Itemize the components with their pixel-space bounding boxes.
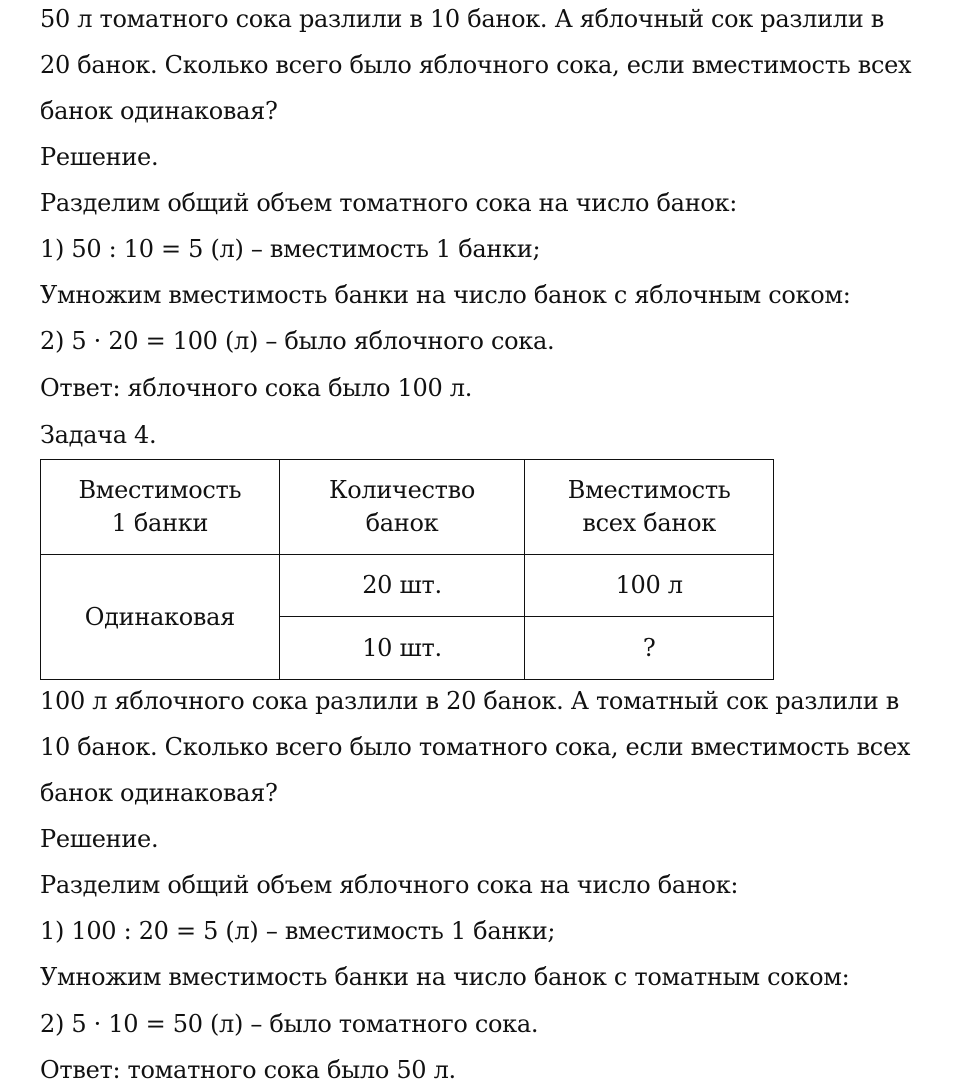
table-cell-total: 100 л [525, 555, 774, 617]
table-header-cell: Количество банок [279, 460, 525, 555]
table-cell-total: ? [525, 617, 774, 680]
solution-heading: Решение. [40, 143, 159, 171]
solution-step-text: Умножим вместимость банки на число банок с яблочным соком: [40, 281, 851, 309]
answer-line: Ответ: яблочного сока было 100 л. [40, 374, 473, 402]
solution-step-text: Умножим вместимость банки на число банок с томатным соком: [40, 963, 850, 991]
solution-step-text: Разделим общий объем яблочного сока на число банок: [40, 871, 739, 899]
table-cell-count: 10 шт. [279, 617, 525, 680]
table-header-cell: Вместимость всех банок [525, 460, 774, 555]
solution-step-formula: 1) 50 : 10 = 5 (л) – вместимость 1 банки; [40, 235, 541, 263]
table-header-row [41, 460, 774, 555]
problem-text-line: 50 л томатного сока разлили в 10 банок. А яблочный сок разлили в [40, 5, 884, 33]
table-cell-count: 20 шт. [279, 555, 525, 617]
solution-step-formula: 1) 100 : 20 = 5 (л) – вместимость 1 банки; [40, 917, 556, 945]
table-merged-cell: Одинаковая [41, 555, 280, 680]
solution-step-formula: 2) 5 · 10 = 50 (л) – было томатного сока. [40, 1010, 539, 1038]
solution-step-text: Разделим общий объем томатного сока на число банок: [40, 189, 738, 217]
problem-text-line: 10 банок. Сколько всего было томатного сока, если вместимость всех [40, 733, 911, 761]
problem-text-line: банок одинаковая? [40, 97, 278, 125]
table-row [41, 555, 774, 617]
problem-text-line: 100 л яблочного сока разлили в 20 банок. А томатный сок разлили в [40, 687, 899, 715]
solution-heading: Решение. [40, 825, 159, 853]
problem-text-line: банок одинаковая? [40, 779, 278, 807]
table-header-cell: Вместимость 1 банки [41, 460, 280, 555]
problem-text-line: 20 банок. Сколько всего было яблочного сока, если вместимость всех [40, 51, 912, 79]
answer-line: Ответ: томатного сока было 50 л. [40, 1056, 456, 1084]
task-table [40, 459, 774, 680]
solution-step-formula: 2) 5 · 20 = 100 (л) – было яблочного сока. [40, 327, 555, 355]
task-heading: Задача 4. [40, 421, 157, 449]
